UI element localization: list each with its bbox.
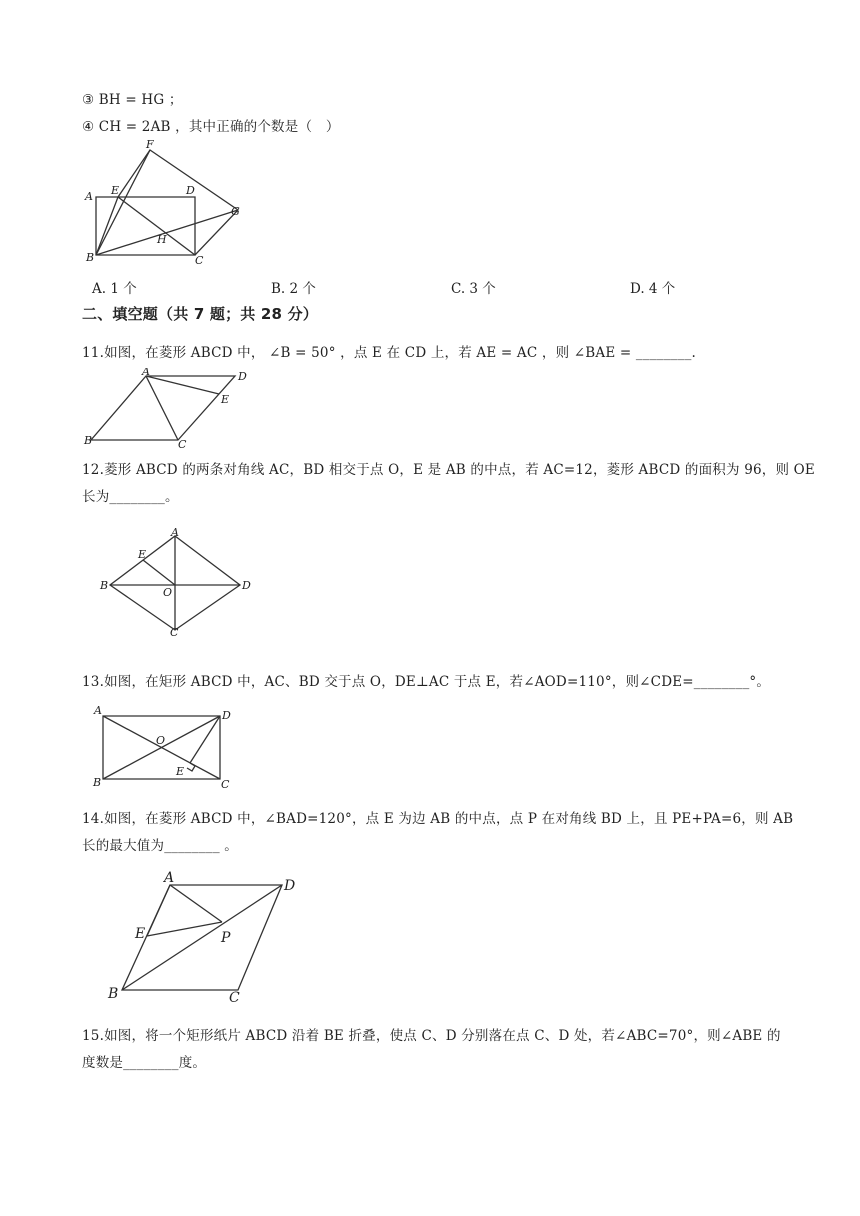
q10-label-a: A	[85, 190, 93, 203]
q10-label-h: H	[157, 233, 167, 246]
q11-label-e: E	[221, 393, 230, 406]
q12-label-b: B	[100, 579, 109, 592]
q14-label-d: D	[284, 878, 296, 894]
q10-label-b: B	[86, 251, 95, 264]
q15-text-line1: 15.如图，将一个矩形纸片 ABCD 沿着 BE 折叠，使点 C、D 分别落在点 C、D 处，若∠ABC=70°，则∠ABE 的	[82, 1028, 781, 1044]
q13-label-d: D	[222, 709, 231, 722]
q10-option-c[interactable]: C. 3 个	[451, 281, 496, 297]
q14-label-c: C	[229, 990, 240, 1006]
q13-label-b: B	[93, 776, 102, 789]
q14-text-line2: 长的最大值为________ 。	[82, 838, 238, 854]
q11-text: 11.如图，在菱形 ABCD 中， ∠B = 50° ，点 E 在 CD 上，若 AE = AC ，则 ∠BAE = ________.	[82, 345, 697, 361]
q10-item-3: ③ BH = HG ；	[82, 92, 183, 108]
q10-label-e: E	[111, 184, 120, 197]
q10-label-d: D	[186, 184, 195, 197]
q12-label-c: C	[170, 626, 179, 639]
section-title: 二、填空题（共 7 题；共 28 分）	[82, 305, 319, 323]
q11-label-a: A	[142, 368, 150, 378]
q13-label-o: O	[156, 734, 166, 747]
q15-text-line2: 度数是________度。	[82, 1055, 207, 1071]
q13-text: 13.如图，在矩形 ABCD 中，AC、BD 交于点 O，DE⊥AC 于点 E，若∠AOD=110°，则∠CDE=________°。	[82, 674, 771, 690]
q12-label-o: O	[163, 586, 173, 599]
q12-figure	[96, 528, 266, 640]
q14-label-a: A	[164, 870, 175, 886]
q11-label-d: D	[238, 370, 247, 383]
q12-text-line1: 12.菱形 ABCD 的两条对角线 AC，BD 相交于点 O，E 是 AB 的中点，若 AC=12，菱形 ABCD 的面积为 96，则 OE	[82, 462, 815, 478]
q13-label-a: A	[94, 704, 102, 717]
q13-label-e: E	[176, 765, 185, 778]
q10-label-f: F	[146, 138, 154, 151]
q14-figure	[100, 866, 310, 1006]
q11-label-b: B	[84, 434, 93, 447]
q12-label-e: E	[138, 548, 147, 561]
q10-option-a[interactable]: A. 1 个	[92, 281, 137, 297]
q12-text-line2: 长为________。	[82, 489, 179, 505]
q14-label-e: E	[135, 926, 146, 942]
q13-label-c: C	[221, 778, 230, 791]
q11-figure	[82, 368, 262, 448]
q11-label-c: C	[178, 438, 187, 448]
q10-option-b[interactable]: B. 2 个	[271, 281, 316, 297]
q13-figure	[88, 702, 248, 792]
q14-text-line1: 14.如图，在菱形 ABCD 中，∠BAD=120°，点 E 为边 AB 的中点，点 P 在对角线 BD 上，且 PE+PA=6，则 AB	[82, 811, 794, 827]
q12-label-a: A	[171, 528, 179, 539]
q10-label-c: C	[195, 254, 204, 267]
q10-label-g: G	[231, 205, 240, 218]
q10-item-4: ④ CH = 2AB ，其中正确的个数是（ ）	[82, 119, 340, 135]
q12-label-d: D	[242, 579, 251, 592]
q14-label-p: P	[221, 930, 231, 946]
q14-label-b: B	[108, 986, 119, 1002]
q10-option-d[interactable]: D. 4 个	[630, 281, 676, 297]
q10-figure	[82, 138, 262, 268]
